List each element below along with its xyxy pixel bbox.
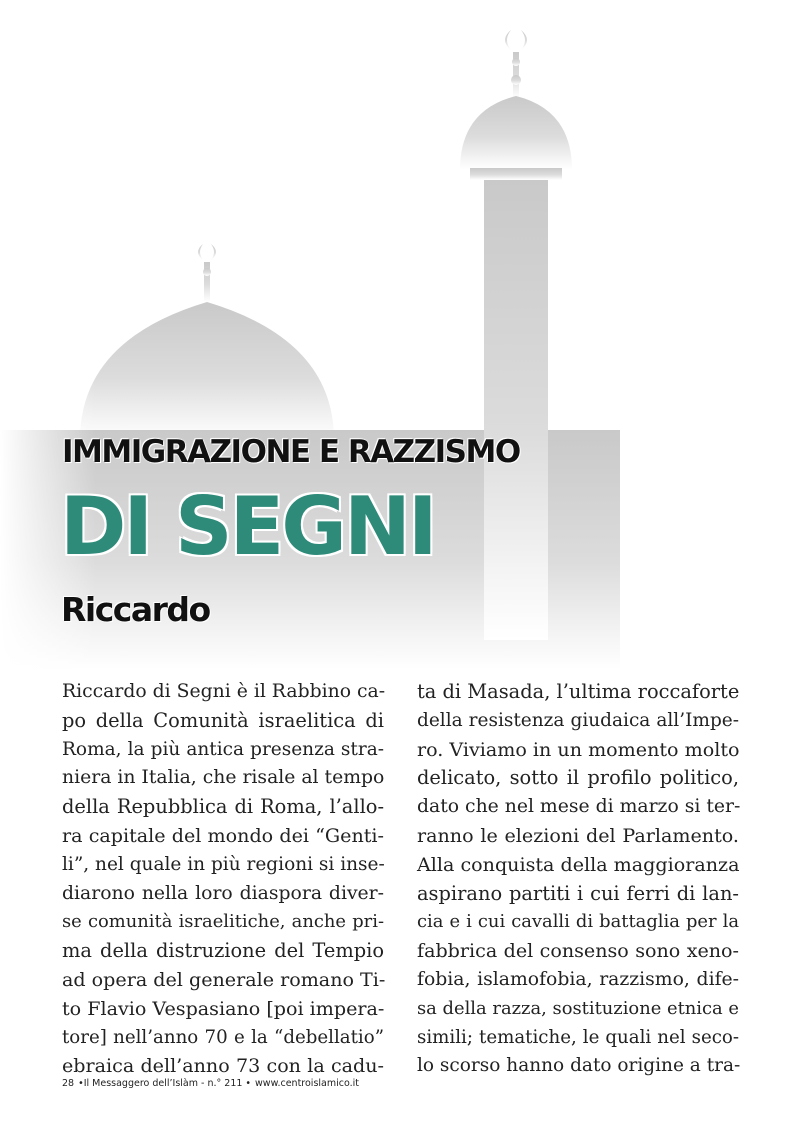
text-line: sa della razza, sostituzione etnica e [417, 997, 739, 1019]
text-line: ranno le elezioni del Parlamento. [417, 823, 739, 847]
text-line: li”, nel quale in più regioni si inse- [62, 853, 385, 875]
article-kicker: IMMIGRAZIONE E RAZZISMO [62, 434, 520, 470]
text-line: ta di Masada, l’ultima roccaforte [417, 680, 740, 703]
publication-name: •Il Messaggero dell’Islàm - n.° 211 • [78, 1078, 252, 1089]
text-line: se comunità israelitiche, anche pri- [62, 911, 384, 933]
text-line: simili; tematiche, le quali nel seco- [417, 1026, 739, 1048]
text-line: ebraica dell’anno 73 con la cadu- [62, 1054, 384, 1078]
text-line: niera in Italia, che risale al tempo [62, 767, 385, 789]
website-link[interactable]: www.centroislamico.it [255, 1078, 360, 1089]
text-line: ra capitale del mondo dei “Genti- [62, 823, 384, 847]
text-line: della resistenza giudaica all’Impe- [417, 709, 739, 731]
text-column-left [62, 678, 384, 1081]
text-line: to Flavio Vespasiano [poi impera- [62, 996, 385, 1020]
article-title-surname: DI SEGNI [60, 480, 435, 573]
text-line: delicato, sotto il profilo politico, [417, 766, 739, 790]
text-line: Riccardo di Segni è il Rabbino ca- [62, 681, 386, 702]
text-line: po della Comunità israelitica di [62, 708, 384, 732]
text-line: diarono nella loro diaspora diver- [62, 882, 384, 904]
text-line: tore] nell’anno 70 e la “debellatio” [62, 1026, 384, 1048]
text-line: Roma, la più antica presenza stra- [62, 738, 384, 760]
text-line: ad opera del generale romano Ti- [62, 967, 386, 991]
text-line: dato che nel mese di marzo si ter- [417, 796, 741, 818]
text-line: ro. Viviamo in un momento molto [417, 737, 740, 761]
page-footer [62, 1078, 363, 1089]
text-line: fobia, islamofobia, razzismo, dife- [417, 968, 739, 990]
text-line: ma della distruzione del Tempio [62, 939, 384, 963]
article-title-firstname: Riccardo [61, 590, 210, 629]
text-line: fabbrica del consenso sono xeno- [417, 939, 739, 963]
text-line: aspirano partiti i cui ferri di lan- [417, 881, 739, 905]
text-column-right [417, 678, 739, 1081]
text-line: Alla conquista della maggioranza [417, 852, 740, 876]
text-line: della Repubblica di Roma, l’allo- [62, 795, 384, 819]
text-line: cia e i cui cavalli di battaglia per la [417, 911, 739, 933]
page-number: 28 [62, 1078, 75, 1089]
text-line: lo scorso hanno dato origine a tra- [417, 1055, 741, 1077]
